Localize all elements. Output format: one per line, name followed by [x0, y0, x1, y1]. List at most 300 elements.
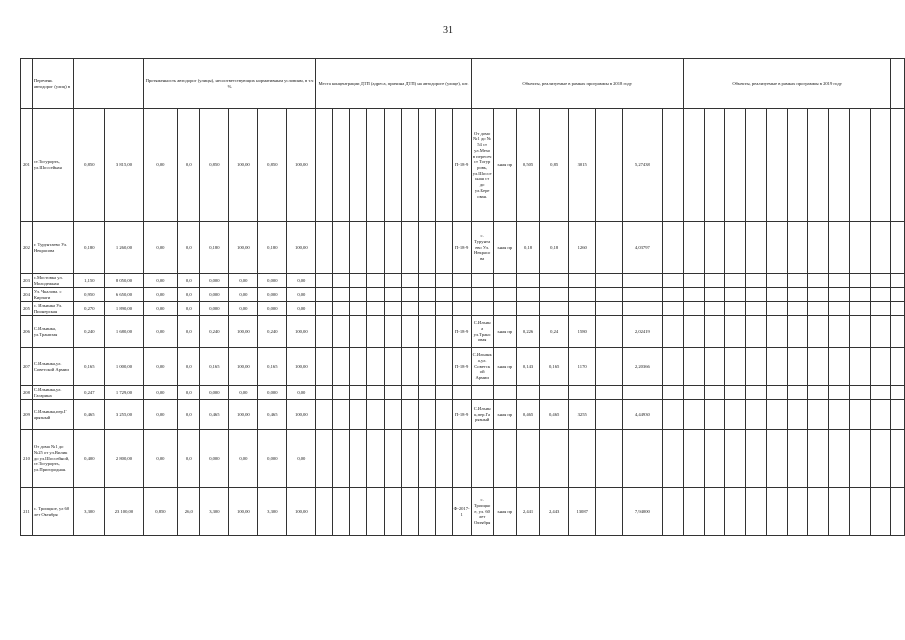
cell-empty [401, 109, 418, 222]
cell-empty [849, 288, 870, 302]
cell-v5: 0,465 [200, 400, 229, 430]
cell-empty [350, 430, 367, 488]
cell-no: 206 [21, 316, 33, 348]
cell-empty [683, 400, 704, 430]
cell-empty [891, 400, 905, 430]
cell-empty [829, 288, 850, 302]
cell-v5: 0,180 [200, 222, 229, 274]
cell-empty [435, 488, 452, 536]
cell-empty [333, 288, 350, 302]
cell-v1: 1,150 [74, 274, 105, 288]
cell-empty [870, 222, 891, 274]
cell-no: 209 [21, 400, 33, 430]
cell-desc [471, 288, 493, 302]
cell-empty [418, 430, 435, 488]
cell-v6: 100,00 [229, 348, 258, 386]
cell-empty [367, 222, 384, 274]
cell-empty [316, 109, 333, 222]
cell-v8: 100,00 [287, 488, 316, 536]
cell-empty [725, 302, 746, 316]
cell-empty [435, 386, 452, 400]
cell-empty [704, 109, 725, 222]
cell-empty [787, 488, 808, 536]
cell-v6: 0,00 [229, 302, 258, 316]
cell-empty [350, 222, 367, 274]
cell-empty [683, 386, 704, 400]
cell-b [540, 302, 569, 316]
cell-c: 13087 [569, 488, 596, 536]
cell-v3: 0,00 [143, 400, 178, 430]
cell-empty [418, 288, 435, 302]
cell-empty [704, 400, 725, 430]
cell-empty [384, 109, 401, 222]
cell-empty [766, 430, 787, 488]
cell-work: ьная пр [493, 400, 516, 430]
cell-empty [725, 288, 746, 302]
cell-empty [870, 109, 891, 222]
cell-desc: с. Турунта ево Ул. Некрасо ва [471, 222, 493, 274]
cell-empty [663, 316, 684, 348]
cell-empty [418, 348, 435, 386]
cell-empty [849, 400, 870, 430]
cell-no: 204 [21, 288, 33, 302]
cell-empty [333, 386, 350, 400]
cell-code [452, 386, 471, 400]
cell-a [516, 288, 539, 302]
cell-empty [367, 348, 384, 386]
cell-name: с. Троицкое, ул 60 лет Октября [32, 488, 74, 536]
cell-empty [384, 302, 401, 316]
cell-empty [870, 316, 891, 348]
cell-empty [725, 274, 746, 288]
cell-empty [333, 400, 350, 430]
cell-empty [663, 348, 684, 386]
cell-empty [787, 430, 808, 488]
cell-v2: 8 050,00 [105, 274, 143, 288]
cell-v4: 0,0 [178, 288, 200, 302]
cell-v6: 100,00 [229, 222, 258, 274]
cell-b: 0,18 [540, 222, 569, 274]
cell-name: С.Ильинка,ул. Гагарина [32, 386, 74, 400]
cell-work: ьная пр [493, 488, 516, 536]
cell-empty [316, 274, 333, 288]
cell-empty [350, 386, 367, 400]
cell-empty [333, 316, 350, 348]
cell-empty [350, 274, 367, 288]
cell-desc [471, 386, 493, 400]
cell-empty [316, 430, 333, 488]
cell-empty [787, 316, 808, 348]
cell-v2: 1 890,00 [105, 302, 143, 316]
cell-empty [766, 386, 787, 400]
cell-a: 0,505 [516, 109, 539, 222]
cell-no: 202 [21, 222, 33, 274]
cell-empty [891, 222, 905, 274]
cell-empty [367, 288, 384, 302]
cell-v1: 0,465 [74, 400, 105, 430]
cell-empty [766, 488, 787, 536]
cell-b [540, 288, 569, 302]
cell-empty [849, 274, 870, 288]
cell-b: 0,465 [540, 400, 569, 430]
cell-empty [350, 488, 367, 536]
cell-empty [891, 430, 905, 488]
cell-empty [401, 488, 418, 536]
cell-d [622, 302, 662, 316]
cell-empty [704, 386, 725, 400]
cell-v3: 0,00 [143, 109, 178, 222]
cell-a: 0,226 [516, 316, 539, 348]
cell-work: ьная пр [493, 109, 516, 222]
cell-v7: 0,165 [258, 348, 287, 386]
cell-empty [746, 488, 767, 536]
cell-desc [471, 430, 493, 488]
cell-v5: 0,850 [200, 109, 229, 222]
cell-a [516, 302, 539, 316]
cell-empty [384, 222, 401, 274]
cell-empty [849, 430, 870, 488]
cell-v7: 3,300 [258, 488, 287, 536]
cell-empty [891, 288, 905, 302]
cell-empty [596, 302, 622, 316]
cell-empty [316, 302, 333, 316]
cell-empty [725, 109, 746, 222]
cell-v2: 1 260,00 [105, 222, 143, 274]
cell-empty [787, 348, 808, 386]
cell-work: ьная пр [493, 348, 516, 386]
cell-name: С.Ильинка,ул. Советской Армии [32, 348, 74, 386]
cell-empty [704, 430, 725, 488]
cell-c [569, 274, 596, 288]
cell-empty [808, 274, 829, 288]
cell-empty [596, 400, 622, 430]
cell-empty [849, 222, 870, 274]
cell-v4: 0,0 [178, 222, 200, 274]
cell-empty [829, 488, 850, 536]
cell-a: 0,465 [516, 400, 539, 430]
cell-empty [384, 316, 401, 348]
cell-v5: 0,000 [200, 386, 229, 400]
cell-empty [829, 316, 850, 348]
cell-v3: 0,00 [143, 274, 178, 288]
cell-v1: 0,247 [74, 386, 105, 400]
cell-empty [683, 222, 704, 274]
cell-empty [663, 274, 684, 288]
cell-empty [766, 400, 787, 430]
cell-empty [663, 386, 684, 400]
cell-v3: 0,00 [143, 288, 178, 302]
cell-v1: 0,180 [74, 222, 105, 274]
cell-empty [870, 288, 891, 302]
cell-empty [333, 274, 350, 288]
cell-d: 2,20366 [622, 348, 662, 386]
cell-empty [384, 488, 401, 536]
cell-v4: 0,0 [178, 430, 200, 488]
cell-desc: С.Ильин а ул.Транс овая [471, 316, 493, 348]
cell-empty [891, 109, 905, 222]
cell-empty [596, 430, 622, 488]
cell-a [516, 386, 539, 400]
cell-a [516, 430, 539, 488]
cell-empty [384, 288, 401, 302]
cell-a: 2,441 [516, 488, 539, 536]
cell-v2: 1 680,00 [105, 316, 143, 348]
cell-empty [746, 348, 767, 386]
cell-empty [725, 400, 746, 430]
cell-v6: 0,00 [229, 430, 258, 488]
cell-v4: 0,0 [178, 348, 200, 386]
cell-empty [849, 316, 870, 348]
cell-empty [808, 288, 829, 302]
cell-v5: 0,000 [200, 302, 229, 316]
cell-empty [367, 109, 384, 222]
cell-empty [787, 109, 808, 222]
cell-c: 1260 [569, 222, 596, 274]
cell-empty [891, 386, 905, 400]
cell-v8: 100,00 [287, 348, 316, 386]
cell-empty [333, 302, 350, 316]
cell-v8: 0,00 [287, 302, 316, 316]
header-obj2019: Объекты, реализуемые в рамках программы в 2019 году [683, 59, 891, 109]
cell-empty [401, 288, 418, 302]
cell-v2: 3 815,00 [105, 109, 143, 222]
cell-empty [829, 274, 850, 288]
cell-code [452, 288, 471, 302]
cell-empty [704, 222, 725, 274]
cell-no: 207 [21, 348, 33, 386]
cell-b [540, 386, 569, 400]
cell-code: П-18-9 [452, 316, 471, 348]
cell-empty [418, 274, 435, 288]
cell-d: 2,02419 [622, 316, 662, 348]
cell-v3: 0,00 [143, 430, 178, 488]
cell-empty [401, 386, 418, 400]
cell-empty [704, 274, 725, 288]
cell-v2: 2 800,00 [105, 430, 143, 488]
cell-desc [471, 274, 493, 288]
cell-d [622, 274, 662, 288]
cell-empty [596, 316, 622, 348]
cell-empty [808, 430, 829, 488]
cell-empty [401, 274, 418, 288]
cell-v6: 0,00 [229, 288, 258, 302]
cell-v6: 0,00 [229, 386, 258, 400]
cell-v7: 0,000 [258, 430, 287, 488]
cell-empty [350, 302, 367, 316]
cell-empty [891, 302, 905, 316]
cell-empty [384, 348, 401, 386]
road-table [20, 58, 905, 536]
cell-empty [849, 109, 870, 222]
cell-empty [725, 348, 746, 386]
header-cell-blank [21, 59, 33, 109]
table-row [21, 430, 905, 488]
cell-empty [829, 222, 850, 274]
cell-v2: 1 729,00 [105, 386, 143, 400]
cell-c [569, 302, 596, 316]
cell-empty [787, 288, 808, 302]
cell-empty [746, 400, 767, 430]
table-row [21, 288, 905, 302]
cell-empty [829, 348, 850, 386]
cell-work [493, 386, 516, 400]
cell-empty [766, 109, 787, 222]
cell-empty [663, 400, 684, 430]
table-row [21, 400, 905, 430]
cell-empty [663, 288, 684, 302]
cell-code: П-18-9 [452, 109, 471, 222]
cell-v8: 100,00 [287, 222, 316, 274]
cell-v5: 0,000 [200, 288, 229, 302]
cell-empty [663, 430, 684, 488]
cell-v1: 0,850 [74, 109, 105, 222]
cell-v4: 0,0 [178, 302, 200, 316]
cell-empty [849, 386, 870, 400]
cell-empty [401, 400, 418, 430]
cell-empty [316, 288, 333, 302]
cell-empty [808, 386, 829, 400]
cell-v6: 0,00 [229, 274, 258, 288]
cell-empty [808, 316, 829, 348]
cell-empty [384, 400, 401, 430]
cell-v7: 0,850 [258, 109, 287, 222]
cell-empty [316, 488, 333, 536]
cell-v7: 0,000 [258, 302, 287, 316]
cell-b: 0,165 [540, 348, 569, 386]
cell-empty [350, 288, 367, 302]
cell-empty [367, 302, 384, 316]
cell-empty [435, 109, 452, 222]
cell-empty [333, 430, 350, 488]
cell-empty [787, 302, 808, 316]
cell-v7: 0,180 [258, 222, 287, 274]
cell-work [493, 288, 516, 302]
cell-empty [316, 316, 333, 348]
cell-v8: 100,00 [287, 109, 316, 222]
cell-empty [808, 302, 829, 316]
cell-v4: 0,0 [178, 274, 200, 288]
cell-d [622, 430, 662, 488]
cell-empty [704, 288, 725, 302]
cell-v4: 0,0 [178, 400, 200, 430]
cell-empty [870, 400, 891, 430]
cell-code: П-18-9 [452, 222, 471, 274]
header-cell-blank [74, 59, 143, 109]
cell-empty [746, 288, 767, 302]
cell-work [493, 302, 516, 316]
cell-b: 0,24 [540, 316, 569, 348]
cell-empty [787, 386, 808, 400]
header-throughput: Протяженность автодорог (улицы), несоответствующих нормативным условиям, в т.ч % [143, 59, 316, 109]
cell-empty [333, 488, 350, 536]
cell-v7: 0,240 [258, 316, 287, 348]
cell-name: От дома №1 до №25 от ул.Вилик до ул.Шоссейной, ст.Тогурорть, ул.Пригородная. [32, 430, 74, 488]
cell-v8: 100,00 [287, 400, 316, 430]
cell-code [452, 302, 471, 316]
cell-empty [384, 430, 401, 488]
cell-d [622, 386, 662, 400]
cell-v2: 1 000,00 [105, 348, 143, 386]
cell-d: 4,44930 [622, 400, 662, 430]
cell-no: 208 [21, 386, 33, 400]
cell-empty [596, 488, 622, 536]
cell-empty [333, 109, 350, 222]
table-row [21, 302, 905, 316]
cell-empty [787, 222, 808, 274]
cell-v6: 100,00 [229, 316, 258, 348]
cell-v7: 0,000 [258, 288, 287, 302]
cell-empty [435, 400, 452, 430]
cell-v3: 0,00 [143, 316, 178, 348]
page-number: 31 [443, 25, 453, 36]
cell-b: 0,85 [540, 109, 569, 222]
cell-empty [350, 316, 367, 348]
cell-v1: 0,165 [74, 348, 105, 386]
cell-empty [401, 348, 418, 386]
cell-empty [746, 109, 767, 222]
cell-c [569, 386, 596, 400]
cell-v1: 0,240 [74, 316, 105, 348]
cell-empty [663, 302, 684, 316]
cell-empty [704, 488, 725, 536]
cell-empty [316, 222, 333, 274]
cell-v6: 100,00 [229, 400, 258, 430]
header-dtp: Места концентрации ДТП (адреса, причина ДТП) на автодороге (улице), шт. [316, 59, 471, 109]
cell-empty [418, 386, 435, 400]
cell-v8: 0,00 [287, 274, 316, 288]
cell-empty [435, 348, 452, 386]
cell-empty [663, 109, 684, 222]
cell-empty [367, 400, 384, 430]
cell-c [569, 430, 596, 488]
cell-v5: 0,000 [200, 274, 229, 288]
cell-empty [418, 109, 435, 222]
cell-empty [808, 488, 829, 536]
cell-empty [766, 302, 787, 316]
cell-empty [418, 316, 435, 348]
cell-empty [683, 430, 704, 488]
cell-empty [683, 274, 704, 288]
cell-empty [350, 109, 367, 222]
cell-empty [891, 316, 905, 348]
cell-empty [418, 302, 435, 316]
cell-name: с. Ильинка Ул. Пионерская [32, 302, 74, 316]
cell-v6: 100,00 [229, 488, 258, 536]
cell-empty [401, 316, 418, 348]
cell-empty [787, 274, 808, 288]
cell-empty [435, 316, 452, 348]
cell-empty [808, 109, 829, 222]
cell-empty [435, 222, 452, 274]
cell-empty [829, 400, 850, 430]
cell-v2: 6 650,00 [105, 288, 143, 302]
cell-no: 203 [21, 274, 33, 288]
cell-empty [316, 400, 333, 430]
cell-v8: 0,00 [287, 386, 316, 400]
cell-empty [829, 386, 850, 400]
cell-no: 210 [21, 430, 33, 488]
cell-empty [418, 400, 435, 430]
cell-empty [418, 488, 435, 536]
cell-empty [596, 222, 622, 274]
cell-empty [435, 274, 452, 288]
cell-name: Ул. Чкалова. с Кирчаги [32, 288, 74, 302]
cell-empty [704, 316, 725, 348]
cell-empty [384, 386, 401, 400]
cell-empty [596, 109, 622, 222]
cell-code [452, 430, 471, 488]
cell-empty [808, 222, 829, 274]
